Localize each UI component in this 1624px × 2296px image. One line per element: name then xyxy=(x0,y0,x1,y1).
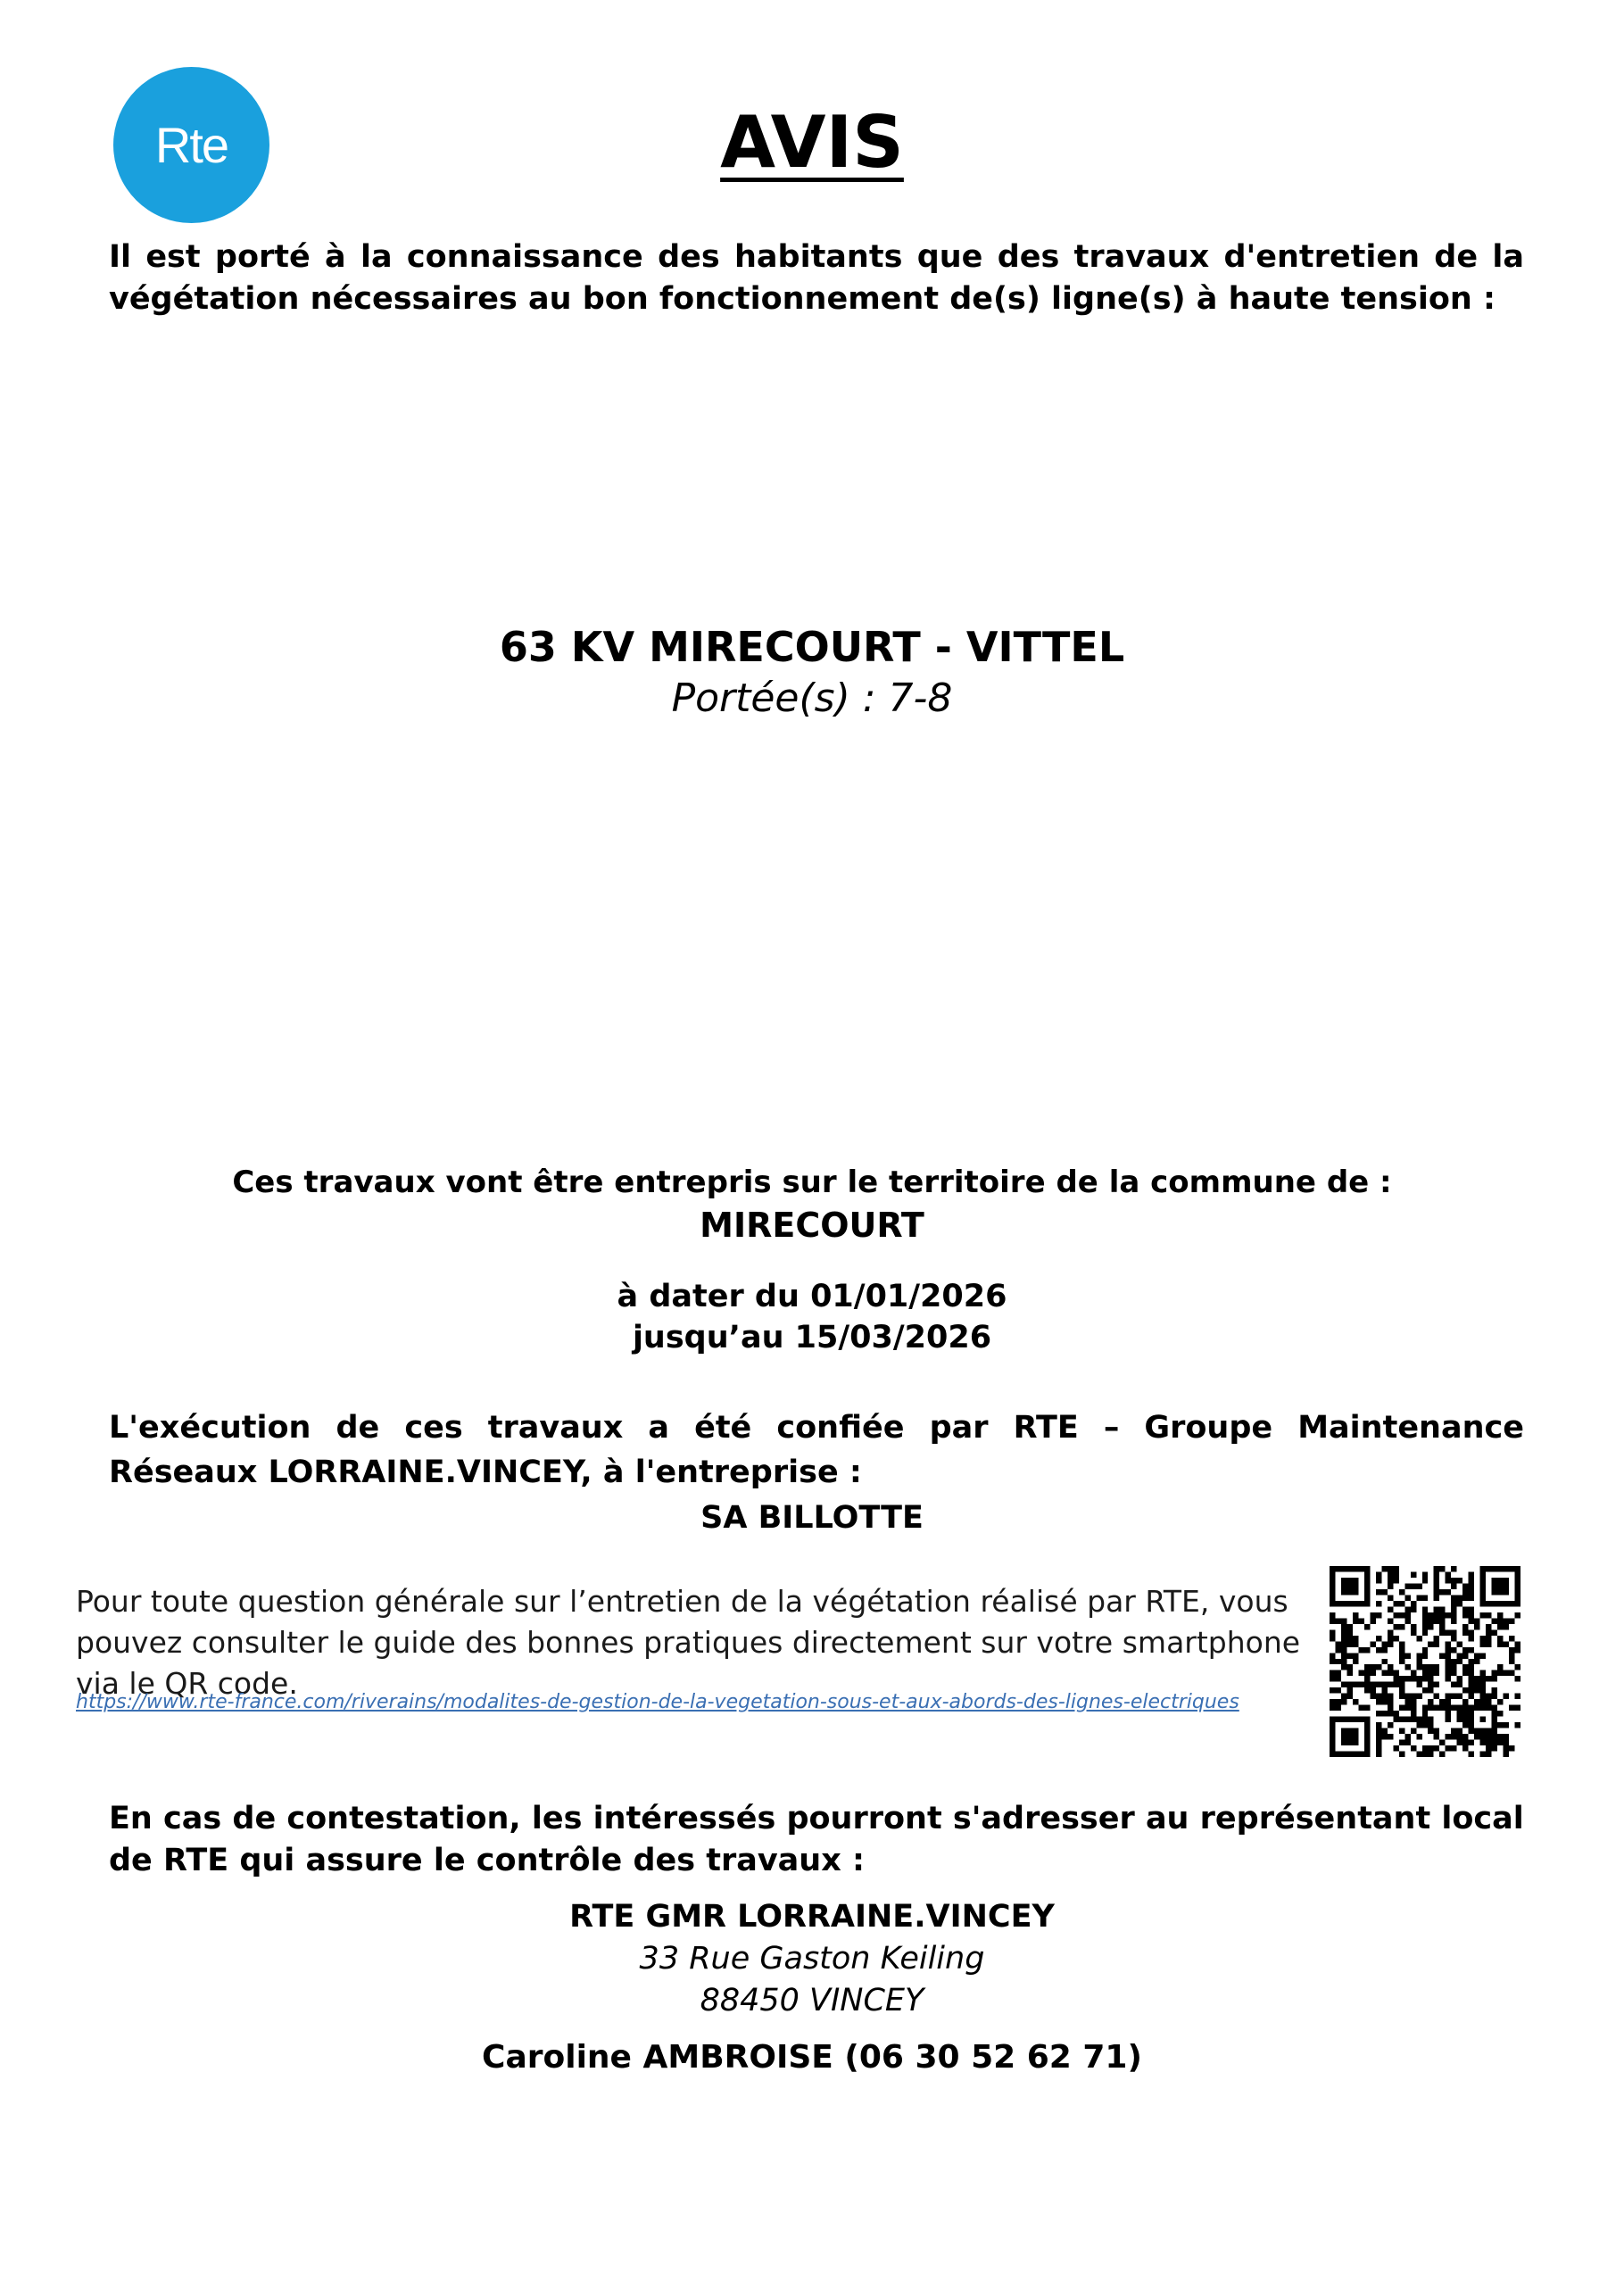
representative-contact: Caroline AMBROISE (06 30 52 62 71) xyxy=(482,2039,1142,2076)
rte-logo-text: Rte xyxy=(154,117,228,173)
info-paragraph: Pour toute question générale sur l’entretien de la végétation réalisé par RTE, vous pouvez consulter le guide des bonnes pratiques directement sur votre smartphone via le QR code. xyxy=(76,1584,1301,1701)
company-name: SA BILLOTTE xyxy=(700,1500,924,1536)
works-intro: Ces travaux vont être entrepris sur le territoire de la commune de : xyxy=(232,1165,1392,1200)
line-name: 63 KV MIRECOURT - VITTEL xyxy=(499,623,1125,671)
guide-link[interactable]: https://www.rte-france.com/riverains/modalites-de-gestion-de-la-vegetation-sous-et-aux-abords-des-lignes-electriques xyxy=(76,1691,1239,1713)
contest-paragraph: En cas de contestation, les intéressés pourront s'adresser au représentant local de RTE qui assure le contrôle des travaux : xyxy=(109,1801,1524,1878)
end-date: jusqu’au 15/03/2026 xyxy=(632,1320,992,1355)
page-title: AVIS xyxy=(720,101,904,184)
commune-name: MIRECOURT xyxy=(700,1206,924,1245)
intro-paragraph: Il est porté à la connaissance des habitants que des travaux d'entretien de la végétation nécessaires au bon fonctionnement de(s) ligne(s) à haute tension : xyxy=(109,239,1524,317)
execution-paragraph: L'exécution de ces travaux a été confiée par RTE – Groupe Maintenance Réseaux LORRAINE.VINCEY, à l'entreprise : xyxy=(109,1410,1524,1490)
representative-street: 33 Rue Gaston Keiling xyxy=(639,1941,985,1977)
line-spans: Portée(s) : 7-8 xyxy=(671,676,953,721)
representative-name: RTE GMR LORRAINE.VINCEY xyxy=(569,1899,1055,1935)
qr-code-icon[interactable] xyxy=(1330,1566,1520,1757)
representative-city: 88450 VINCEY xyxy=(700,1983,924,2018)
start-date: à dater du 01/01/2026 xyxy=(617,1279,1007,1314)
